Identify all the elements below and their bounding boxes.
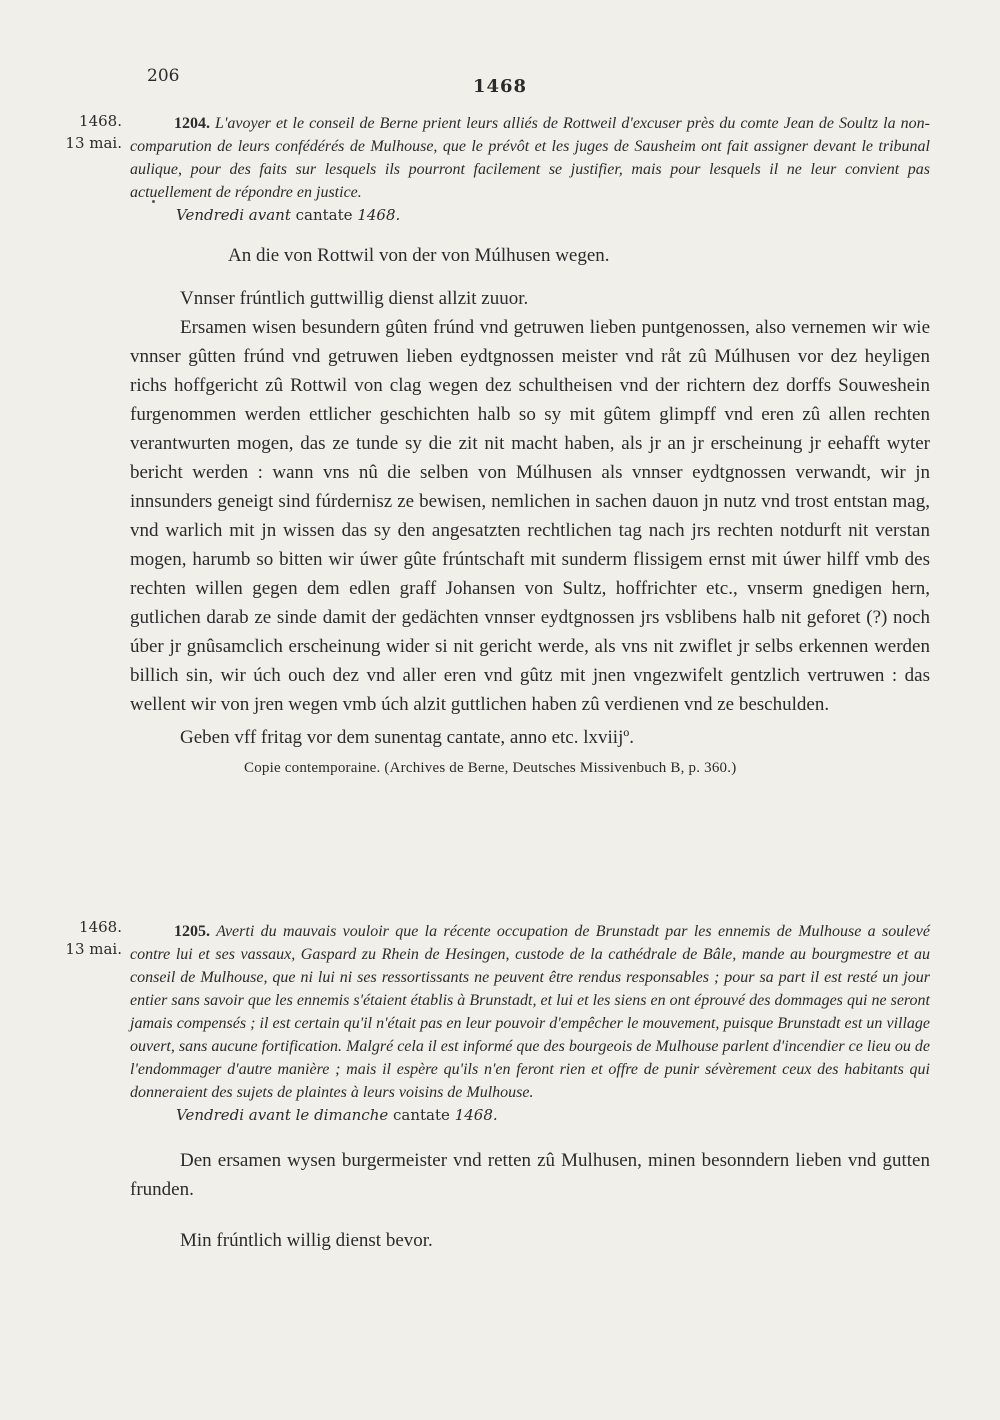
margin-year: 1468.	[79, 112, 122, 130]
page-number: 206	[147, 66, 180, 86]
summary-text: Averti du mauvais vouloir que la récente occupation de Brunstadt par les ennemis de Mulhouse a soulevé contre lui et ses vassaux, Gaspard zu Rhein de Hesingen, custode de la cathédrale de Bâle, mande au bourgmestre et au conseil de Mulhouse, que ni lui ni ses ressortissants ne peuvent être rendus responsables ; pour sa part il est resté un jour entier sans savoir que les ennemis s'étaient établis à Brunstadt, et lui et les siens en ont éprouvé des dommages qui ne seront jamais compensés ; il est certain qu'il n'était pas en leur pouvoir d'empêcher le mouvement, puisque Brunstadt est un village ouvert, sans aucune fortification. Malgré cela il est informé que des bourgeois de Mulhouse parlent d'incendier ce lieu ou de l'endommager d'autre manière ; mais il espère qu'ils n'en feront rien et offre de punir sévèrement ceux des habitants qui donneraient des sujets de plaintes à leurs voisins de Mulhouse.	[130, 923, 930, 1101]
letter-text: Ersamen wisen besundern gûten frúnd vnd getruwen lieben puntgenossen, also vernemen wir wie vnnser gûtten frúnd vnd getruwen lieben eydtgnossen meister vnd råt zû Múlhusen vor dez heyligen richs hoffgericht zû Rottwil von clag wegen dez schultheisen vnd der richtern dez dorffs Souweshein furgenommen werden ettlicher geschichten halb so sy mit gûtem glimpff vnd eren zû allen rechten verantwurten mogen, das ze tunde sy die zit nit macht haben, als jr an jr erscheinung jr eehafft wyter bericht werden : wann vns nû die selben von Múlhusen als vnnser eydtgnossen verwandt, wir jn innsunders geneigt sind fúrdernisz ze bewisen, nemlichen in sachen dauon jn nutz vnd trost entstan mag, vnd warlich mit jn wissen das sy den angesatzten rechtlichen tag nach jrs rechten notdurft nit verstan mogen, harumb so bitten wir úwer gûte frúntschaft mit sunderm flissigem ernst mit úwer hilff vmb des rechten willen gegen dem edlen graff Johansen von Sultz, hoffrichter etc., vnserm gnedigen hern, gutlichen darab ze sinde damit der gedächten vnnser eydtgnossen jrs vsblibens halb nit geforet (?) noch úber jr gnûsamclich erscheinung wider si nit gericht werde, als vns nit zwiflet jr selbs erkennen werden billich sin, wir úch ouch dez vnd aller eren vnd gûtz mit jnen vngezwifelt gentzlich vertruwen : das wellent wir von jren wegen vmb úch alzit guttlichen haben zû verdienen vnd ze beschulden.	[130, 317, 930, 715]
source-note: Copie contemporaine. (Archives de Berne, Deutsches Missivenbuch B, p. 360.)	[244, 760, 737, 776]
dateline: Vendredi avant le dimanche cantate 1468.	[176, 1106, 498, 1124]
entry-summary	[130, 112, 930, 204]
margin-date-1205	[40, 916, 122, 960]
entry-1204	[130, 112, 930, 777]
margin-day: 13 mai.	[65, 134, 122, 152]
margin-day: 13 mai.	[65, 940, 122, 958]
letter-address: Den ersamen wysen burgermeister vnd retten zû Mulhusen, minen besonndern lieben vnd gutten frunden.	[130, 1150, 930, 1200]
dateline: Vendredi avant cantate 1468.	[176, 206, 401, 224]
letter-address: An die von Rottwil von der von Múlhusen wegen.	[228, 245, 610, 266]
entry-number: 1205.	[174, 923, 210, 940]
letter-greeting: Vnnser frúntlich guttwillig dienst allzit zuuor.	[180, 288, 529, 309]
entry-number: 1204.	[174, 115, 210, 132]
letter-closing: Geben vff fritag vor dem sunentag cantate, anno etc. lxviijº.	[180, 727, 634, 748]
running-head-year: 1468	[472, 76, 528, 97]
letter-greeting: Min frúntlich willig dienst bevor.	[180, 1230, 433, 1251]
margin-date-1204	[40, 110, 122, 154]
entry-summary	[130, 920, 930, 1104]
entry-1205	[130, 920, 930, 1255]
margin-year: 1468.	[79, 918, 122, 936]
summary-text: L'avoyer et le conseil de Berne prient leurs alliés de Rottweil d'excuser près du comte Jean de Soultz la non-comparution de leurs confédérés de Mulhouse, que le prévôt et les juges de Sausheim ont fait assigner devant le tribunal aulique, pour des faits sur lesquels ils pourront facilement se justifier, mais pour lesquels il ne leur convient pas actuellement de répondre en justice.	[130, 115, 930, 201]
